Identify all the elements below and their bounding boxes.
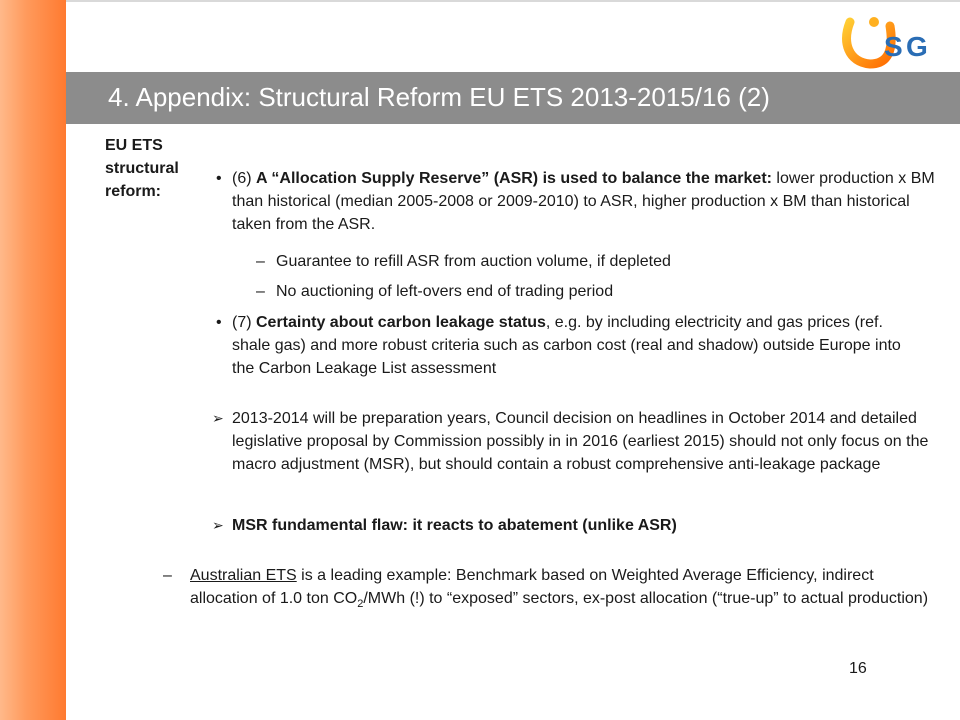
top-divider — [66, 0, 960, 2]
item-7-number: (7) — [232, 314, 256, 331]
item-7-rest: , e.g. by including electricity and gas prices (ref. shale gas) and more robust criteria such as carbon cost (real and shadow) outside Europe into the Carbon Leakage List assessment — [232, 314, 901, 377]
svg-text:S: S — [884, 31, 903, 62]
section-heading: EU ETS structural reform: — [105, 137, 179, 200]
co2-subscript: 2 — [357, 598, 364, 611]
usg-logo — [840, 12, 946, 70]
dash-marker: – — [163, 567, 172, 584]
bullet-dot: • — [216, 314, 222, 331]
dash-marker: – — [256, 253, 265, 270]
arrow-item-2: MSR fundamental flaw: it reacts to abatement (unlike ASR) — [232, 517, 677, 534]
bullet-dot: • — [216, 170, 222, 187]
svg-text:G: G — [906, 31, 928, 62]
left-accent-bar — [0, 0, 66, 720]
australia-item — [190, 564, 945, 610]
item-6-sub-2: No auctioning of left-overs end of trading period — [276, 283, 614, 300]
item-6-rest: lower production x BM than historical (median 2005-2008 or 2009-2010) to ASR, higher production x BM than historical taken from the ASR. — [232, 170, 935, 233]
arrow-bullet-icon: ➢ — [212, 410, 224, 426]
item-7-bold: Certainty about carbon leakage status — [256, 314, 546, 331]
dash-marker: – — [256, 283, 265, 300]
item-7 — [232, 311, 912, 380]
arrow-item-1: 2013-2014 will be preparation years, Council decision on headlines in October 2014 and detailed legislative proposal by Commission possibly in in 2016 (earliest 2015) should not only focus on the macro adjustment (MSR), but should contain a robust comprehensive anti-leakage package — [232, 410, 929, 473]
item-6-bold: A “Allocation Supply Reserve” (ASR) is used to balance the market: — [256, 170, 772, 187]
arrow-bullet-icon: ➢ — [212, 517, 224, 533]
item-6-sub-1: Guarantee to refill ASR from auction volume, if depleted — [276, 253, 671, 270]
item-6-number: (6) — [232, 170, 256, 187]
australia-part-1: is a leading example: Benchmark based on Weighted Average Efficiency, indirect allocation of 1.0 ton CO — [190, 567, 874, 607]
australian-ets-link[interactable]: Australian ETS — [190, 567, 297, 584]
item-6 — [232, 167, 940, 236]
page-title: 4. Appendix: Structural Reform EU ETS 2013-2015/16 (2) — [108, 82, 770, 112]
australia-part-2: /MWh (!) to “exposed” sectors, ex-post allocation (“true-up” to actual production) — [363, 590, 929, 607]
page-number: 16 — [849, 660, 867, 677]
